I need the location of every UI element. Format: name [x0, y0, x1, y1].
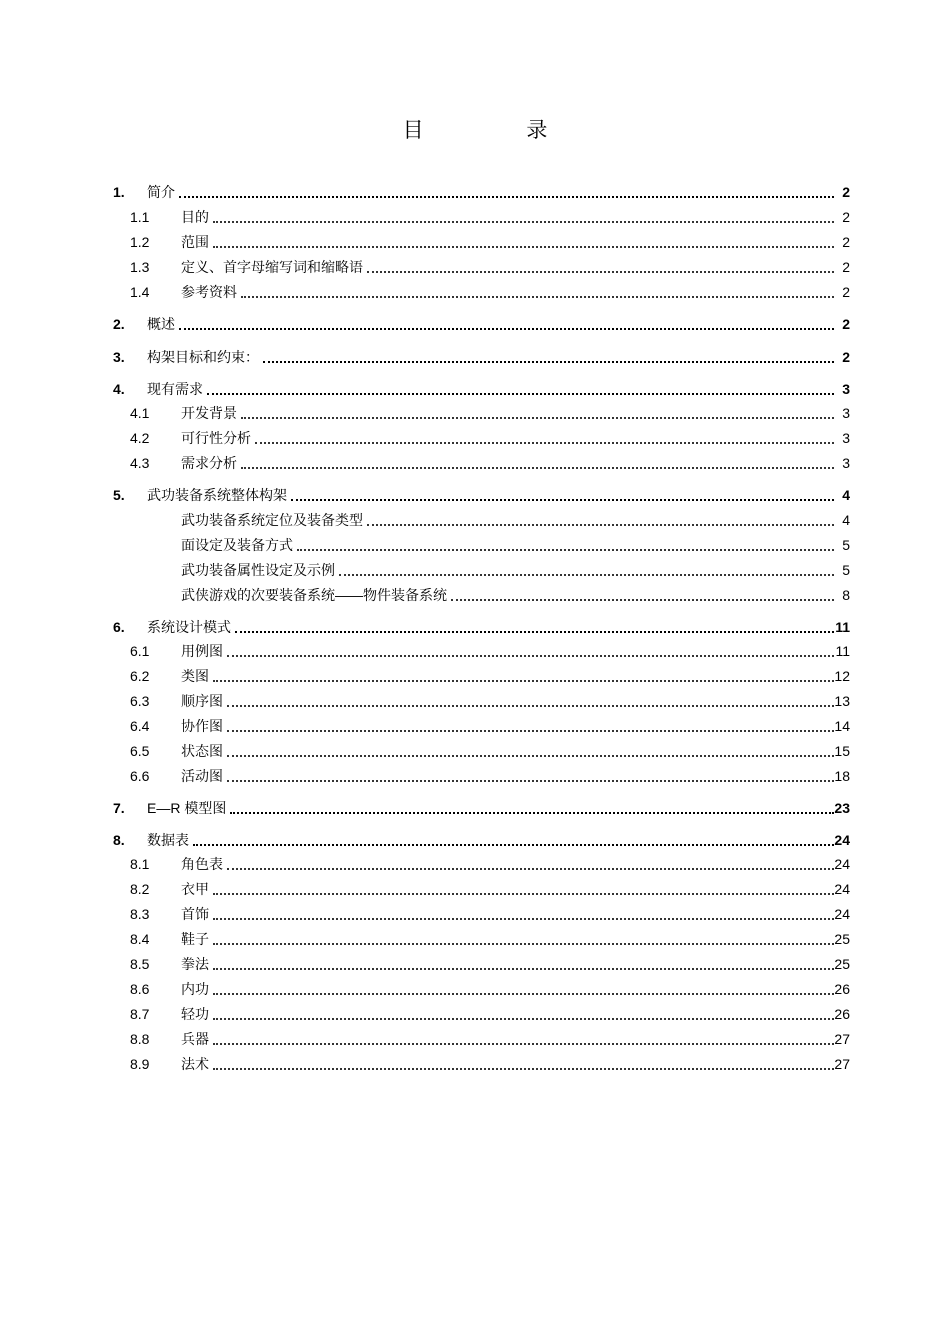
toc-leader-dots: [179, 182, 834, 198]
toc-entry-number: 8.4: [130, 931, 150, 947]
toc-entry[interactable]: [0, 854, 950, 874]
toc-entry-page: 15: [834, 743, 850, 759]
toc-entry-label-line: [181, 954, 838, 974]
toc-leader-dots: [230, 798, 834, 814]
toc-entry[interactable]: [0, 453, 950, 473]
toc-entry[interactable]: [0, 585, 950, 605]
toc-entry-title: 武功装备系统整体构架: [147, 487, 287, 503]
toc-entry[interactable]: [0, 560, 950, 580]
toc-entry-title: 目的: [181, 209, 209, 225]
toc-entry-page: 3: [842, 455, 850, 471]
toc-entry-page: 26: [834, 1006, 850, 1022]
toc-entry-label-line: [147, 182, 838, 202]
toc-entry-page: 3: [842, 430, 850, 446]
toc-entry-page: 24: [834, 832, 850, 848]
toc-entry-title: 武功装备系统定位及装备类型: [181, 512, 363, 528]
toc-entry-label-line: [181, 428, 838, 448]
toc-leader-dots: [213, 207, 834, 223]
toc-entry-title: 拳法: [181, 956, 209, 972]
toc-entry-title: 武功装备属性设定及示例: [181, 562, 335, 578]
toc-entry-number: 1.: [113, 184, 125, 200]
toc-entry-number: 5.: [113, 487, 125, 503]
toc-entry[interactable]: [0, 182, 950, 202]
toc-leader-dots: [235, 617, 834, 633]
toc-entry-title: 活动图: [181, 768, 223, 784]
toc-entry-page: 4: [842, 512, 850, 528]
toc-entry-label-line: [181, 232, 838, 252]
toc-entry-page: 26: [834, 981, 850, 997]
toc-entry-page: 12: [834, 668, 850, 684]
toc-entry-number: 4.3: [130, 455, 150, 471]
toc-entry-label-line: [181, 560, 838, 580]
toc-leader-dots: [367, 510, 834, 526]
toc-entry-label-line: [181, 257, 838, 277]
toc-entry[interactable]: [0, 954, 950, 974]
toc-entry-number: 6.2: [130, 668, 150, 684]
toc-entry-number: 6.5: [130, 743, 150, 759]
toc-leader-dots: [213, 929, 834, 945]
toc-leader-dots: [263, 347, 834, 363]
toc-entry-title: 构架目标和约束：: [147, 349, 259, 365]
toc-entry-title: 状态图: [181, 743, 223, 759]
toc-entry-title: 类图: [181, 668, 209, 684]
toc-entry-page: 5: [842, 562, 850, 578]
toc-entry-title: 顺序图: [181, 693, 223, 709]
toc-entry[interactable]: [0, 282, 950, 302]
toc-entry-page: 11: [835, 643, 850, 659]
toc-entry-title: 数据表: [147, 832, 189, 848]
toc-leader-dots: [291, 485, 834, 501]
toc-entry-title: 内功: [181, 981, 209, 997]
toc-entry-label-line: [181, 741, 838, 761]
toc-entry-title: 简介: [147, 184, 175, 200]
toc-entry-page: 3: [842, 405, 850, 421]
toc-entry-title: 范围: [181, 234, 209, 250]
toc-entry-label-line: [181, 282, 838, 302]
toc-entry[interactable]: [0, 1054, 950, 1074]
toc-leader-dots: [213, 1004, 834, 1020]
toc-entry[interactable]: [0, 535, 950, 555]
toc-entry-page: 2: [842, 349, 850, 365]
toc-entry-label-line: [181, 879, 838, 899]
toc-entry[interactable]: [0, 207, 950, 227]
toc-leader-dots: [213, 879, 834, 895]
toc-entry[interactable]: [0, 766, 950, 786]
toc-entry-number: 6.6: [130, 768, 150, 784]
toc-entry-title: 定义、首字母缩写词和缩略语: [181, 259, 363, 275]
toc-entry-label-line: [181, 979, 838, 999]
toc-leader-dots: [241, 453, 834, 469]
toc-entry-number: 8.3: [130, 906, 150, 922]
toc-leader-dots: [241, 282, 834, 298]
toc-entry[interactable]: [0, 979, 950, 999]
toc-entry-number: 7.: [113, 800, 125, 816]
toc-entry-number: 8.8: [130, 1031, 150, 1047]
toc-leader-dots: [339, 560, 834, 576]
toc-entry-title: 面设定及装备方式: [181, 537, 293, 553]
toc-entry-label-line: [181, 403, 838, 423]
toc-entry-page: 27: [834, 1031, 850, 1047]
toc-entry-number: 8.7: [130, 1006, 150, 1022]
toc-leader-dots: [207, 379, 834, 395]
toc-entry[interactable]: [0, 929, 950, 949]
toc-leader-dots: [451, 585, 834, 601]
toc-leader-dots: [255, 428, 834, 444]
toc-entry-title: 轻功: [181, 1006, 209, 1022]
toc-entry[interactable]: [0, 485, 950, 505]
toc-entry-title: 武侠游戏的次要装备系统——物件装备系统: [181, 587, 447, 603]
toc-entry-title: 参考资料: [181, 284, 237, 300]
toc-entry-title: 需求分析: [181, 455, 237, 471]
toc-entry-page: 11: [835, 619, 850, 635]
toc-entry-label-line: [147, 379, 838, 399]
toc-entry-page: 24: [834, 906, 850, 922]
toc-entry[interactable]: [0, 379, 950, 399]
toc-leader-dots: [213, 1054, 834, 1070]
toc-entry-label-line: [181, 1054, 838, 1074]
toc-leader-dots: [213, 1029, 834, 1045]
toc-entry-number: 3.: [113, 349, 125, 365]
toc-entry-title: 系统设计模式: [147, 619, 231, 635]
toc-entry-number: 6.1: [130, 643, 150, 659]
toc-entry-label-line: [181, 854, 838, 874]
toc-entry-label-line: [147, 798, 838, 818]
toc-leader-dots: [193, 830, 834, 846]
toc-entry-page: 2: [842, 259, 850, 275]
toc-entry-label-line: [147, 314, 838, 334]
toc-leader-dots: [213, 904, 834, 920]
toc-entry-page: 23: [834, 800, 850, 816]
toc-entry-page: 2: [842, 234, 850, 250]
toc-entry[interactable]: [0, 741, 950, 761]
toc-entry-label-line: [147, 830, 838, 850]
toc-entry-label-line: [147, 617, 838, 637]
toc-entry-number: 4.1: [130, 405, 150, 421]
toc-leader-dots: [227, 641, 834, 657]
toc-leader-dots: [213, 232, 834, 248]
toc-leader-dots: [213, 666, 834, 682]
toc-entry-page: 4: [842, 487, 850, 503]
toc-entry-title: 概述: [147, 316, 175, 332]
toc-entry-number: 1.4: [130, 284, 150, 300]
toc-entry-label-line: [181, 585, 838, 605]
toc-entry[interactable]: [0, 716, 950, 736]
toc-entry[interactable]: [0, 403, 950, 423]
toc-entry-title: 鞋子: [181, 931, 209, 947]
toc-leader-dots: [227, 854, 834, 870]
toc-entry-number: 1.1: [130, 209, 150, 225]
toc-entry[interactable]: [0, 617, 950, 637]
toc-entry-page: 13: [834, 693, 850, 709]
toc-entry-title: 法术: [181, 1056, 209, 1072]
toc-leader-dots: [367, 257, 834, 273]
toc-entry-page: 3: [842, 381, 850, 397]
toc-entry-number: 6.4: [130, 718, 150, 734]
toc-entry-number: 8.2: [130, 881, 150, 897]
toc-entry-number: 2.: [113, 316, 125, 332]
toc-entry-label-line: [181, 716, 838, 736]
toc-entry-number: 4.: [113, 381, 125, 397]
toc-entry-title: 衣甲: [181, 881, 209, 897]
toc-entry-page: 25: [834, 956, 850, 972]
toc-entry-title: 角色表: [181, 856, 223, 872]
toc-entry-page: 8: [842, 587, 850, 603]
toc-entry-title: 协作图: [181, 718, 223, 734]
toc-entry-title: 可行性分析: [181, 430, 251, 446]
toc-entry[interactable]: [0, 1029, 950, 1049]
toc-entry-title: 首饰: [181, 906, 209, 922]
toc-entry[interactable]: [0, 904, 950, 924]
toc-entry[interactable]: [0, 232, 950, 252]
toc-entry-number: 4.2: [130, 430, 150, 446]
toc-entry-label-line: [181, 207, 838, 227]
toc-leader-dots: [297, 535, 834, 551]
toc-entry-number: 8.9: [130, 1056, 150, 1072]
toc-entry[interactable]: [0, 830, 950, 850]
toc-entry-title: 现有需求: [147, 381, 203, 397]
toc-leader-dots: [227, 766, 834, 782]
toc-entry-label-line: [181, 1029, 838, 1049]
toc-entry-number: 1.3: [130, 259, 150, 275]
toc-entry-number: 8.5: [130, 956, 150, 972]
toc-entry-title: E—R 模型图: [147, 800, 227, 816]
toc-entry-label-line: [181, 691, 838, 711]
toc-entry-page: 18: [834, 768, 850, 784]
toc-entry-label-line: [147, 347, 838, 367]
toc-entry[interactable]: [0, 879, 950, 899]
toc-entry-title: 兵器: [181, 1031, 209, 1047]
toc-entry-number: 8.1: [130, 856, 150, 872]
toc-entry-number: 8.: [113, 832, 125, 848]
toc-entry[interactable]: [0, 347, 950, 367]
toc-entry[interactable]: [0, 691, 950, 711]
toc-entry-page: 25: [834, 931, 850, 947]
toc-entry-label-line: [181, 1004, 838, 1024]
toc-entry[interactable]: [0, 641, 950, 661]
toc-entry-page: 27: [834, 1056, 850, 1072]
toc-entry-label-line: [181, 904, 838, 924]
toc-entry-label-line: [181, 510, 838, 530]
toc-entry-page: 2: [842, 184, 850, 200]
toc-leader-dots: [227, 716, 834, 732]
toc-entry-title: 开发背景: [181, 405, 237, 421]
toc-entry-label-line: [181, 535, 838, 555]
toc-leader-dots: [241, 403, 834, 419]
toc-entry-page: 2: [842, 284, 850, 300]
toc-entry-page: 2: [842, 209, 850, 225]
toc-entry-label-line: [181, 641, 838, 661]
toc-entry[interactable]: [0, 428, 950, 448]
toc-leader-dots: [227, 741, 834, 757]
toc-entry-number: 8.6: [130, 981, 150, 997]
toc-entry-page: 2: [842, 316, 850, 332]
toc-entry-number: 6.: [113, 619, 125, 635]
toc-entry-label-line: [181, 766, 838, 786]
toc-entry-label-line: [181, 666, 838, 686]
toc-entry-number: 6.3: [130, 693, 150, 709]
toc-entry[interactable]: [0, 314, 950, 334]
toc-entry-label-line: [147, 485, 838, 505]
toc-entry-page: 14: [834, 718, 850, 734]
toc-leader-dots: [227, 691, 834, 707]
toc-entry-number: 1.2: [130, 234, 150, 250]
toc-entry[interactable]: [0, 798, 950, 818]
toc-entry-page: 5: [842, 537, 850, 553]
toc-leader-dots: [213, 979, 834, 995]
toc-entry-label-line: [181, 453, 838, 473]
page-title: 目 录: [402, 118, 596, 142]
toc-leader-dots: [213, 954, 834, 970]
toc-entry[interactable]: [0, 666, 950, 686]
toc-entry-page: 24: [834, 856, 850, 872]
toc-leader-dots: [179, 314, 834, 330]
toc-entry[interactable]: [0, 510, 950, 530]
toc-entry[interactable]: [0, 257, 950, 277]
toc-entry-label-line: [181, 929, 838, 949]
toc-entry-title: 用例图: [181, 643, 223, 659]
toc-entry[interactable]: [0, 1004, 950, 1024]
toc-entry-page: 24: [834, 881, 850, 897]
